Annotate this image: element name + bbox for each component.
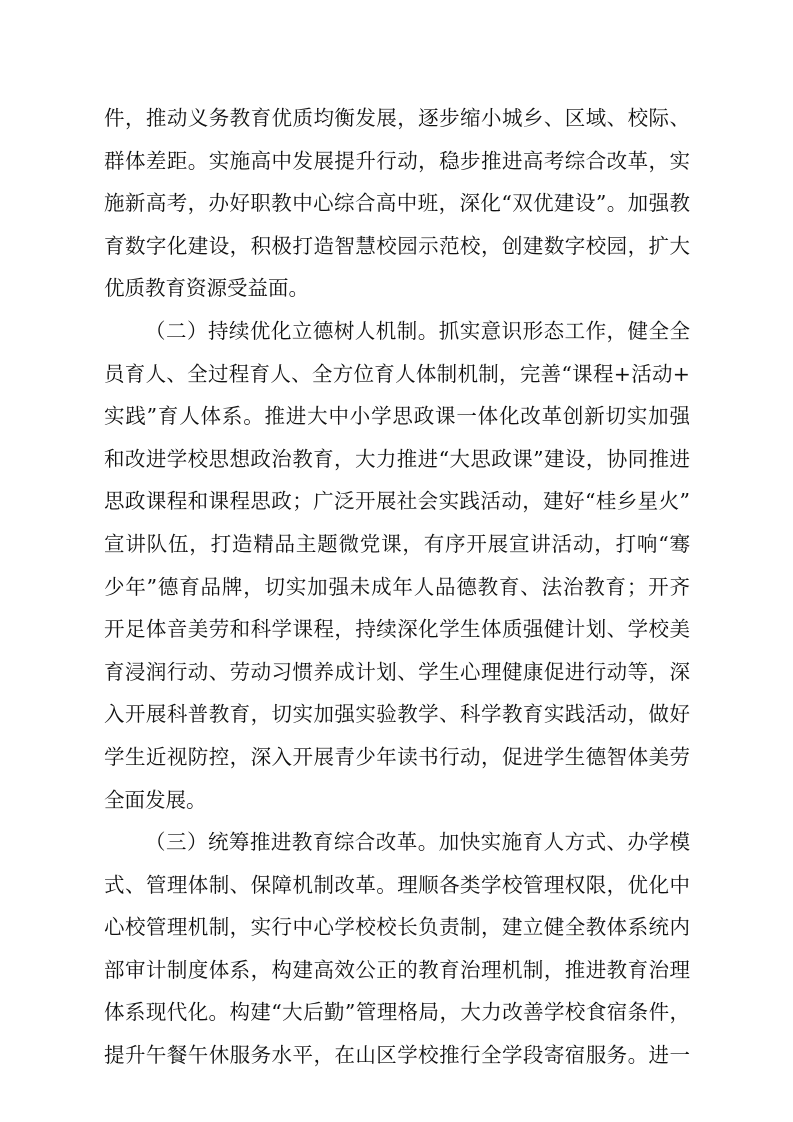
paragraph-2 <box>104 310 690 821</box>
text-line: 育数字化建设，积极打造智慧校园示范校，创建数字校园，扩大 <box>104 233 690 258</box>
text-line: 部审计制度体系，构建高效公正的教育治理机制，推进教育治理 <box>104 957 690 982</box>
text-line: 全面发展。 <box>104 787 207 812</box>
text-line: 学生近视防控，深入开展青少年读书行动，促进学生德智体美劳 <box>104 744 690 769</box>
text-line: 优质教育资源受益面。 <box>104 276 309 301</box>
text-line: 提升午餐午休服务水平，在山区学校推行全学段寄宿服务。进一 <box>104 1043 690 1068</box>
text-line: 群体差距。实施高中发展提升行动，稳步推进高考综合改革，实 <box>104 148 690 173</box>
section-heading-line: （二）持续优化立德树人机制。抓实意识形态工作，健全全 <box>145 318 690 343</box>
text-line: 件，推动义务教育优质均衡发展，逐步缩小城乡、区域、校际、 <box>104 106 690 130</box>
paragraph-3 <box>104 821 690 1077</box>
text-line: 实践”育人体系。推进大中小学思政课一体化改革创新切实加强 <box>104 404 690 429</box>
text-line: 心校管理机制，实行中心学校校长负责制，建立健全教体系统内 <box>104 915 690 940</box>
document-body <box>104 97 690 1077</box>
text-line: 宣讲队伍，打造精品主题微党课，有序开展宣讲活动，打响“骞 <box>104 531 690 556</box>
paragraph-1 <box>104 97 690 310</box>
text-line: 和改进学校思想政治教育，大力推进“大思政课”建设，协同推进 <box>104 446 690 471</box>
text-line: 入开展科普教育，切实加强实验教学、科学教育实践活动，做好 <box>104 702 690 727</box>
text-line: 员育人、全过程育人、全方位育人体制机制，完善“课程+活动+ <box>104 361 690 386</box>
section-heading-line: （三）统筹推进教育综合改革。加快实施育人方式、办学模 <box>145 830 690 855</box>
text-line: 少年”德育品牌，切实加强未成年人品德教育、法治教育；开齐 <box>104 574 690 599</box>
text-line: 育浸润行动、劳动习惯养成计划、学生心理健康促进行动等，深 <box>104 659 690 684</box>
text-line: 体系现代化。构建“大后勤”管理格局，大力改善学校食宿条件， <box>104 1000 690 1025</box>
text-line: 式、管理体制、保障机制改革。理顺各类学校管理权限，优化中 <box>104 872 690 897</box>
text-line: 思政课程和课程思政；广泛开展社会实践活动，建好“桂乡星火” <box>104 489 690 514</box>
text-line: 施新高考，办好职教中心综合高中班，深化“双优建设”。加强教 <box>104 191 690 216</box>
text-line: 开足体音美劳和科学课程，持续深化学生体质强健计划、学校美 <box>104 617 690 642</box>
